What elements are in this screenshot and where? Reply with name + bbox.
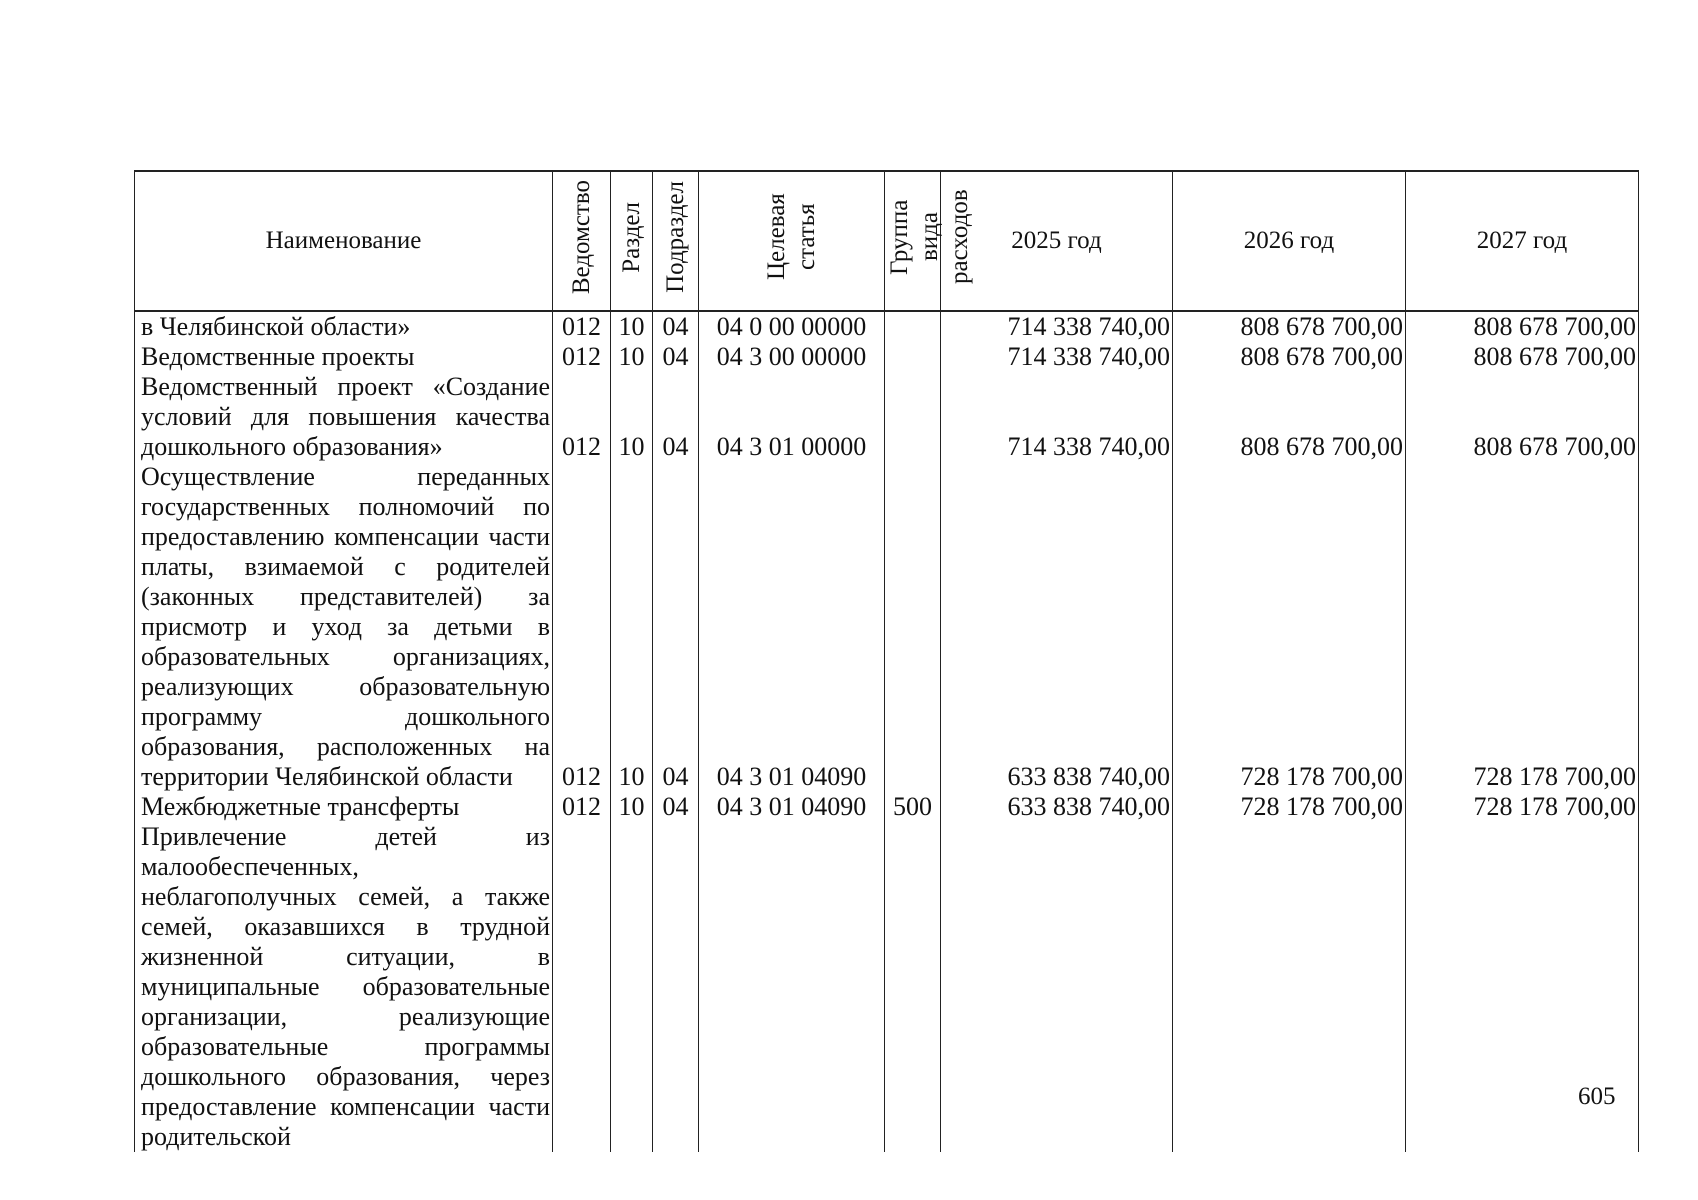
cell-expense-group: 500 — [885, 792, 941, 822]
header-subsection: Подраздел — [653, 171, 699, 311]
cell-section — [611, 822, 653, 1152]
cell-section: 10 — [611, 462, 653, 792]
cell-name: Привлечение детей из малообеспеченных, неблагополучных семей, а также семей, оказавшихся в трудной жизненной ситуации, в муниципальные образовательные организации, реализующие образовательные программы дошкольного образования, через предоставление компенсации части родительской — [135, 822, 553, 1152]
budget-table — [134, 170, 1639, 1152]
table-header-row — [135, 171, 1639, 311]
table-body — [135, 311, 1639, 1152]
cell-amount-2026: 728 178 700,00 — [1173, 462, 1406, 792]
header-year-2025: 2025 год — [941, 171, 1173, 311]
cell-target-article: 04 3 01 04090 — [699, 792, 885, 822]
cell-amount-2026: 808 678 700,00 — [1173, 372, 1406, 462]
cell-name: Ведомственные проекты — [135, 342, 553, 372]
table-row — [135, 462, 1639, 792]
header-expense-group: Группа вида расходов — [885, 171, 941, 311]
cell-target-article: 04 3 01 04090 — [699, 462, 885, 792]
cell-department: 012 — [553, 342, 611, 372]
cell-target-article: 04 3 01 00000 — [699, 372, 885, 462]
cell-amount-2027: 808 678 700,00 — [1406, 311, 1639, 342]
cell-amount-2027: 808 678 700,00 — [1406, 342, 1639, 372]
table-row — [135, 372, 1639, 462]
page-number: 605 — [1578, 1083, 1616, 1110]
cell-department: 012 — [553, 372, 611, 462]
header-section: Раздел — [611, 171, 653, 311]
cell-name: Осуществление переданных государственных полномочий по предоставлению компенсации части платы, взимаемой с родителей (законных представителей) за присмотр и уход за детьми в образовательных организациях, реализующих образовательную программу дошкольного образования, расположенных на территории Челябинской области — [135, 462, 553, 792]
cell-amount-2026: 808 678 700,00 — [1173, 342, 1406, 372]
cell-section: 10 — [611, 792, 653, 822]
cell-section: 10 — [611, 311, 653, 342]
cell-expense-group — [885, 311, 941, 342]
cell-section: 10 — [611, 372, 653, 462]
header-department: Ведомство — [553, 171, 611, 311]
cell-subsection — [653, 822, 699, 1152]
cell-amount-2027: 728 178 700,00 — [1406, 792, 1639, 822]
cell-amount-2025: 633 838 740,00 — [941, 462, 1173, 792]
cell-amount-2026: 808 678 700,00 — [1173, 311, 1406, 342]
cell-subsection: 04 — [653, 462, 699, 792]
cell-target-article — [699, 822, 885, 1152]
header-year-2027: 2027 год — [1406, 171, 1639, 311]
cell-amount-2026 — [1173, 822, 1406, 1152]
cell-name: Межбюджетные трансферты — [135, 792, 553, 822]
cell-amount-2025 — [941, 822, 1173, 1152]
header-year-2026: 2026 год — [1173, 171, 1406, 311]
cell-department: 012 — [553, 462, 611, 792]
cell-amount-2025: 714 338 740,00 — [941, 372, 1173, 462]
cell-section: 10 — [611, 342, 653, 372]
header-target-article: Целевая статья — [699, 171, 885, 311]
cell-department: 012 — [553, 311, 611, 342]
table-row — [135, 822, 1639, 1152]
header-name: Наименование — [135, 171, 553, 311]
cell-target-article: 04 3 00 00000 — [699, 342, 885, 372]
cell-amount-2027: 728 178 700,00 — [1406, 462, 1639, 792]
cell-subsection: 04 — [653, 792, 699, 822]
cell-target-article: 04 0 00 00000 — [699, 311, 885, 342]
cell-subsection: 04 — [653, 342, 699, 372]
cell-department: 012 — [553, 792, 611, 822]
table-row — [135, 311, 1639, 342]
cell-expense-group — [885, 372, 941, 462]
cell-expense-group — [885, 822, 941, 1152]
cell-department — [553, 822, 611, 1152]
cell-amount-2025: 633 838 740,00 — [941, 792, 1173, 822]
cell-name: Ведомственный проект «Создание условий для повышения качества дошкольного образования» — [135, 372, 553, 462]
cell-expense-group — [885, 462, 941, 792]
table-row — [135, 342, 1639, 372]
cell-amount-2025: 714 338 740,00 — [941, 311, 1173, 342]
cell-subsection: 04 — [653, 372, 699, 462]
cell-expense-group — [885, 342, 941, 372]
cell-name: в Челябинской области» — [135, 311, 553, 342]
cell-amount-2026: 728 178 700,00 — [1173, 792, 1406, 822]
cell-amount-2027: 808 678 700,00 — [1406, 372, 1639, 462]
cell-subsection: 04 — [653, 311, 699, 342]
table-row — [135, 792, 1639, 822]
cell-amount-2025: 714 338 740,00 — [941, 342, 1173, 372]
